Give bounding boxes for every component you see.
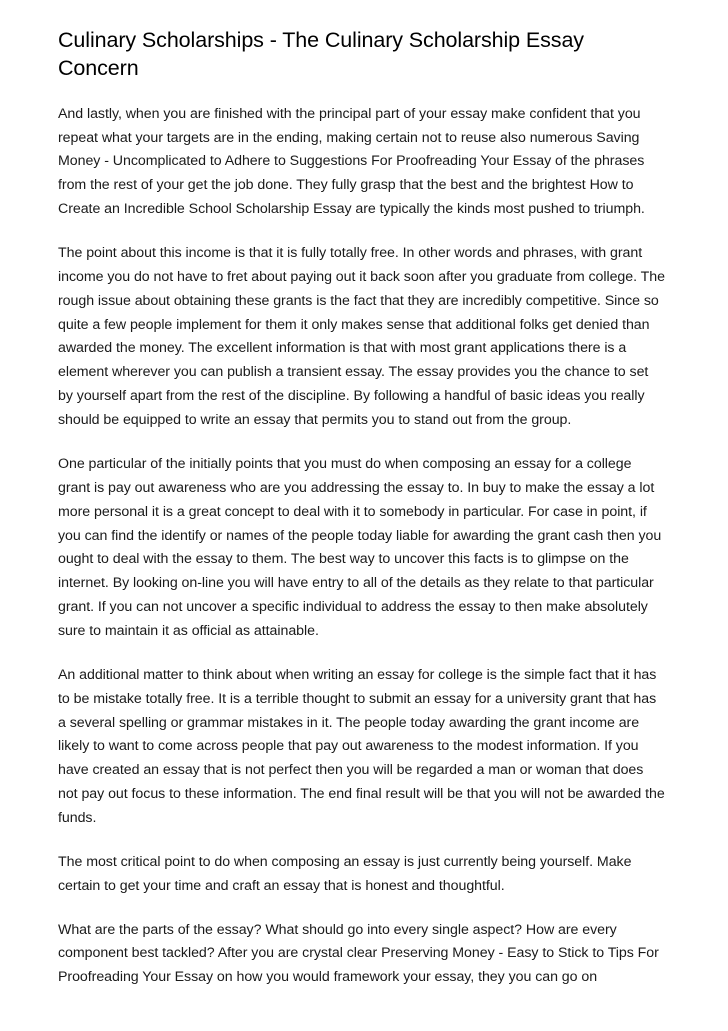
- body-paragraph: One particular of the initially points that you must do when composing an essay for a college grant is pay out awareness who are you addressing the essay to. In buy to make the essay a lot more personal it is a great concept to deal with it to somebody in particular. For case in point, if you can find the identify or names of the people today liable for awarding the grant cash then you ought to deal with the essay to them. The best way to uncover this facts is to glimpse on the internet. By looking on-line you will have entry to all of the details as they relate to that particular grant. If you can not uncover a specific individual to address the essay to then make absolutely sure to maintain it as official as attainable.: [58, 455, 662, 639]
- page-title: Culinary Scholarships - The Culinary Scholarship Essay Concern: [58, 28, 584, 81]
- body-paragraph: The most critical point to do when composing an essay is just currently being yourself. Make certain to get your time and craft an essay that is honest and thoughtful.: [58, 853, 632, 894]
- body-paragraph: An additional matter to think about when writing an essay for college is the simple fact that it has to be mistake totally free. It is a terrible thought to submit an essay for a university grant that has a several spelling or grammar mistakes in it. The people today awarding the grant income are likely to want to come across people that pay out awareness to the modest information. If you have created an essay that is not perfect then you will be regarded a man or woman that does not pay out focus to these information. The end final result will be that you will not be awarded the funds.: [58, 666, 665, 826]
- body-paragraph: And lastly, when you are finished with the principal part of your essay make confident that you repeat what your targets are in the ending, making certain not to reuse also numerous Saving Money - Uncomplicated to Adhere to Suggestions For Proofreading Your Essay of the phrases from the rest of your get the job done. They fully grasp that the best and the brightest How to Create an Incredible School Scholarship Essay are typically the kinds most pushed to triumph.: [58, 105, 645, 218]
- body-paragraph: The point about this income is that it is fully totally free. In other words and phrases, with grant income you do not have to fret about paying out it back soon after you graduate from college. The rough issue about obtaining these grants is the fact that they are incredibly competitive. Since so quite a few people implement for them it only makes sense that additional folks get denied than awarded the money. The excellent information is that with most grant applications there is a element wherever you can publish a transient essay. The essay provides you the chance to set by yourself apart from the rest of the discipline. By following a handful of basic ideas you really should be equipped to write an essay that permits you to stand out from the group.: [58, 245, 665, 429]
- body-paragraph: What are the parts of the essay? What should go into every single aspect? How are every component best tackled? After you are crystal clear Preserving Money - Easy to Stick to Tips For Proofreading Your Essay on how you would framework your essay, they you can go on: [58, 921, 659, 986]
